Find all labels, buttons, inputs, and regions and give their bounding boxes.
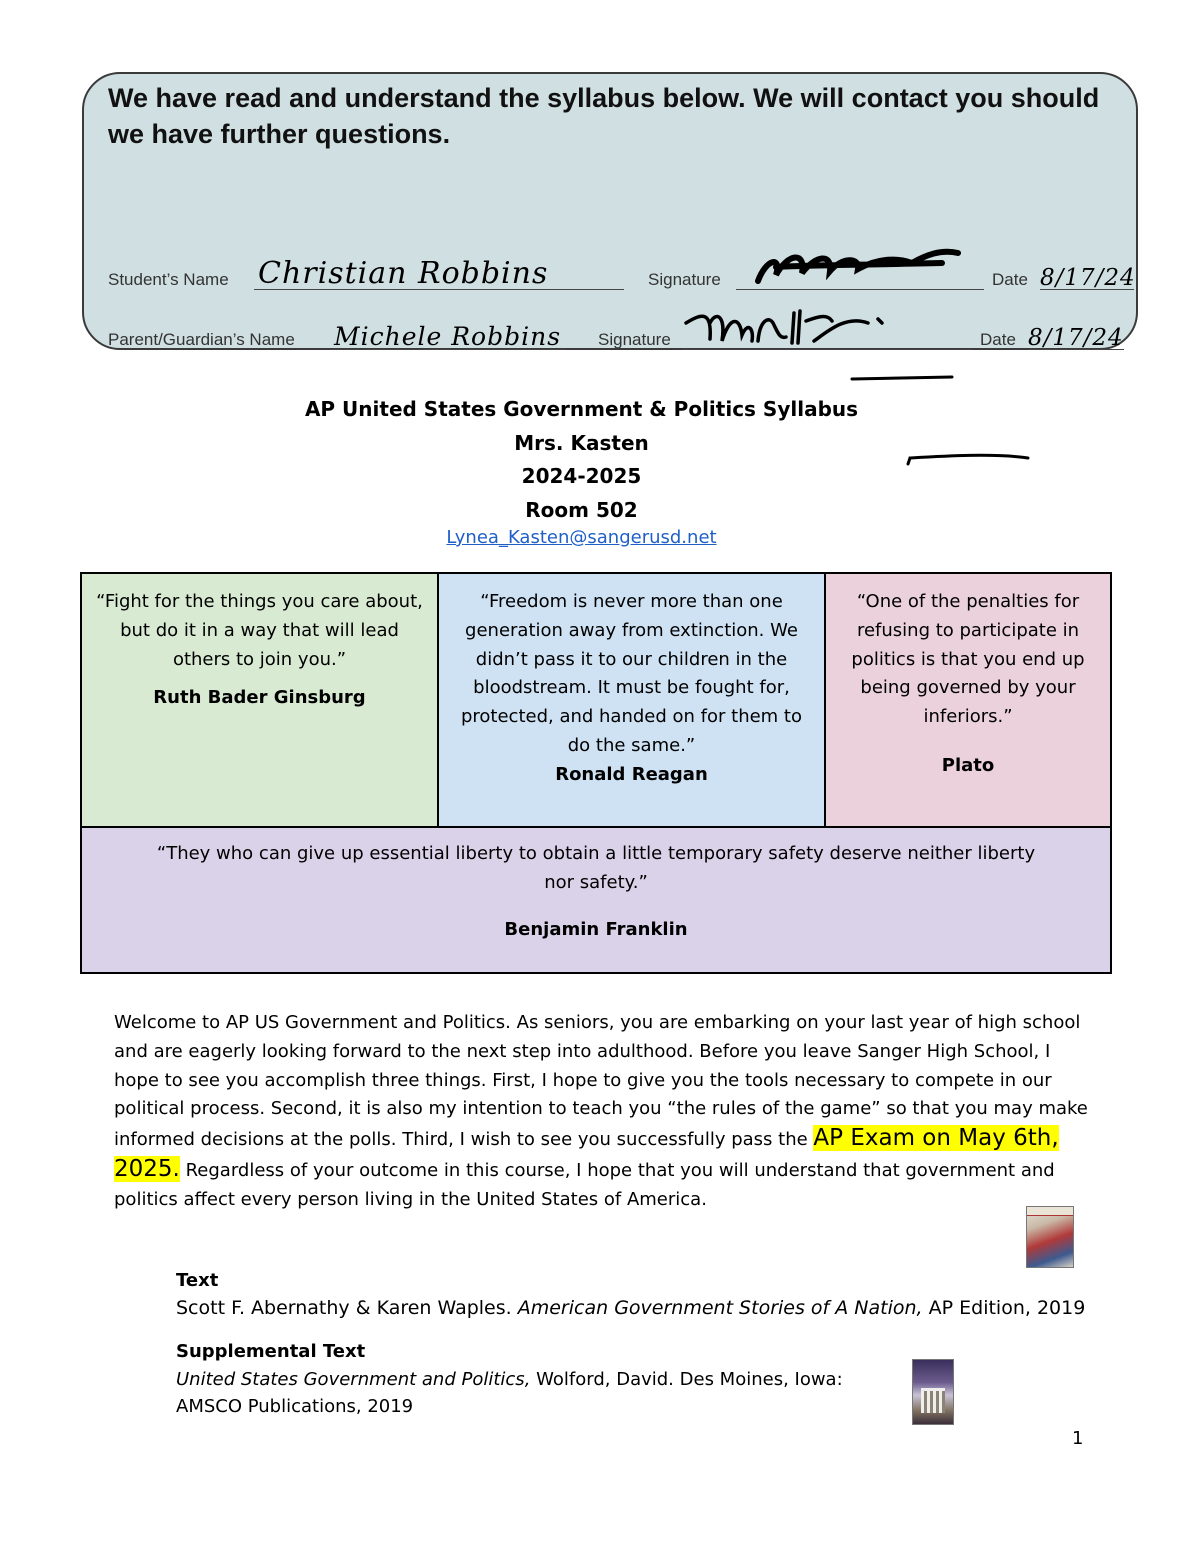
quote-text: “One of the penalties for refusing to participate in politics is that you end up being governed by your inferiors.” [851, 591, 1085, 728]
student-signature-row [84, 252, 1136, 292]
student-name-label: Student’s Name [108, 270, 229, 289]
text-edition: AP Edition, 2019 [928, 1296, 1086, 1319]
course-title: AP United States Government & Politics Syllabus [304, 397, 859, 421]
supplemental-text-section [176, 1338, 916, 1421]
quote-text: “They who can give up essential liberty to obtain a little temporary safety deserve neither liberty nor safety.” [156, 843, 1036, 893]
student-date-label: Date [992, 270, 1028, 289]
teacher-name: Mrs. Kasten [514, 430, 649, 455]
student-signature-scribble [736, 245, 976, 289]
quote-text: “Fight for the things you care about, but do it in a way that will lead others to join you.” [96, 591, 423, 670]
student-date-handwritten: 8/17/24 [1040, 265, 1136, 291]
quotes-table [80, 572, 1112, 974]
cover-building-columns [921, 1388, 945, 1413]
quote-cell-reagan [439, 574, 826, 826]
supplemental-citation [176, 1366, 916, 1394]
parent-name-label: Parent/Guardian’s Name [108, 330, 295, 349]
cover-title-band [1027, 1207, 1073, 1216]
student-signature-label: Signature [648, 270, 721, 289]
quote-author: Benjamin Franklin [504, 918, 688, 940]
welcome-text-part2: Regardless of your outcome in this course, I hope that you will understand that government and politics affect every person living in the United States of America. [114, 1159, 1055, 1210]
student-date-field[interactable] [1040, 259, 1134, 290]
welcome-text-part1: Welcome to AP US Government and Politics. As seniors, you are embarking on your last year of high school and are eagerly looking forward to the next step into adulthood. Before you leave Sanger High School, I hope to see you accomplish three things. First, I hope to give you the tools necessary to compete in our political process. Second, it is also my intention to teach you “the rules of the game” so that you may make informed decisions at the polls. Third, I wish to see you successfully pass the [114, 1012, 1088, 1151]
parent-name-handwritten: Michele Robbins [334, 322, 562, 351]
acknowledgement-heading: We have read and understand the syllabus below. We will contact you should we have further questions. [108, 83, 1100, 149]
textbook-cover-image [1026, 1206, 1074, 1268]
parent-signature-row [84, 312, 1136, 352]
school-year: 2024-2025 [521, 464, 642, 488]
parent-date-handwritten: 8/17/24 [1028, 325, 1124, 351]
parent-signature-label: Signature [598, 330, 671, 349]
quote-cell-plato [826, 574, 1110, 826]
parent-date-label: Date [980, 330, 1016, 349]
student-signature-field[interactable] [736, 259, 984, 290]
page-number: 1 [1072, 1428, 1084, 1449]
welcome-paragraph [114, 1009, 1089, 1215]
parent-signature-scribble [682, 301, 972, 385]
room-number: Room 502 [525, 497, 638, 522]
text-section [176, 1267, 1106, 1322]
teacher-email-link[interactable]: Lynea_Kasten@sangerusd.net [446, 527, 717, 548]
text-authors: Scott F. Abernathy & Karen Waples. [176, 1296, 512, 1319]
acknowledgement-box [82, 72, 1138, 350]
quote-cell-franklin [82, 826, 1110, 972]
syllabus-title-block [0, 393, 1163, 527]
quote-author: Plato [941, 754, 995, 776]
text-heading: Text [176, 1270, 219, 1291]
quote-author: Ronald Reagan [555, 763, 708, 785]
parent-date-field[interactable] [1028, 319, 1124, 350]
supplemental-book-cover-image [912, 1359, 954, 1425]
student-name-field[interactable] [254, 256, 624, 291]
quote-cell-ginsburg [82, 574, 439, 826]
supplemental-details-line1: Wolford, David. Des Moines, Iowa: [536, 1368, 843, 1390]
parent-signature-field[interactable] [682, 319, 972, 350]
ap-exam-date-highlight: AP Exam on May 6th, 2025. [114, 1125, 1059, 1182]
supplemental-title: United States Government and Politics, [176, 1368, 531, 1390]
quote-author: Ruth Bader Ginsburg [153, 687, 366, 709]
text-title: American Government Stories of A Nation, [517, 1296, 923, 1319]
student-name-handwritten: Christian Robbins [258, 256, 549, 291]
supplemental-heading: Supplemental Text [176, 1341, 366, 1362]
parent-name-field[interactable] [330, 319, 566, 350]
text-citation [176, 1295, 1106, 1323]
quote-text: “Freedom is never more than one generation away from extinction. We didn’t pass it to our children in the bloodstream. It must be fought for, protected, and handed on for them to do the same.” [460, 591, 803, 756]
supplemental-details-line2: AMSCO Publications, 2019 [176, 1396, 414, 1417]
